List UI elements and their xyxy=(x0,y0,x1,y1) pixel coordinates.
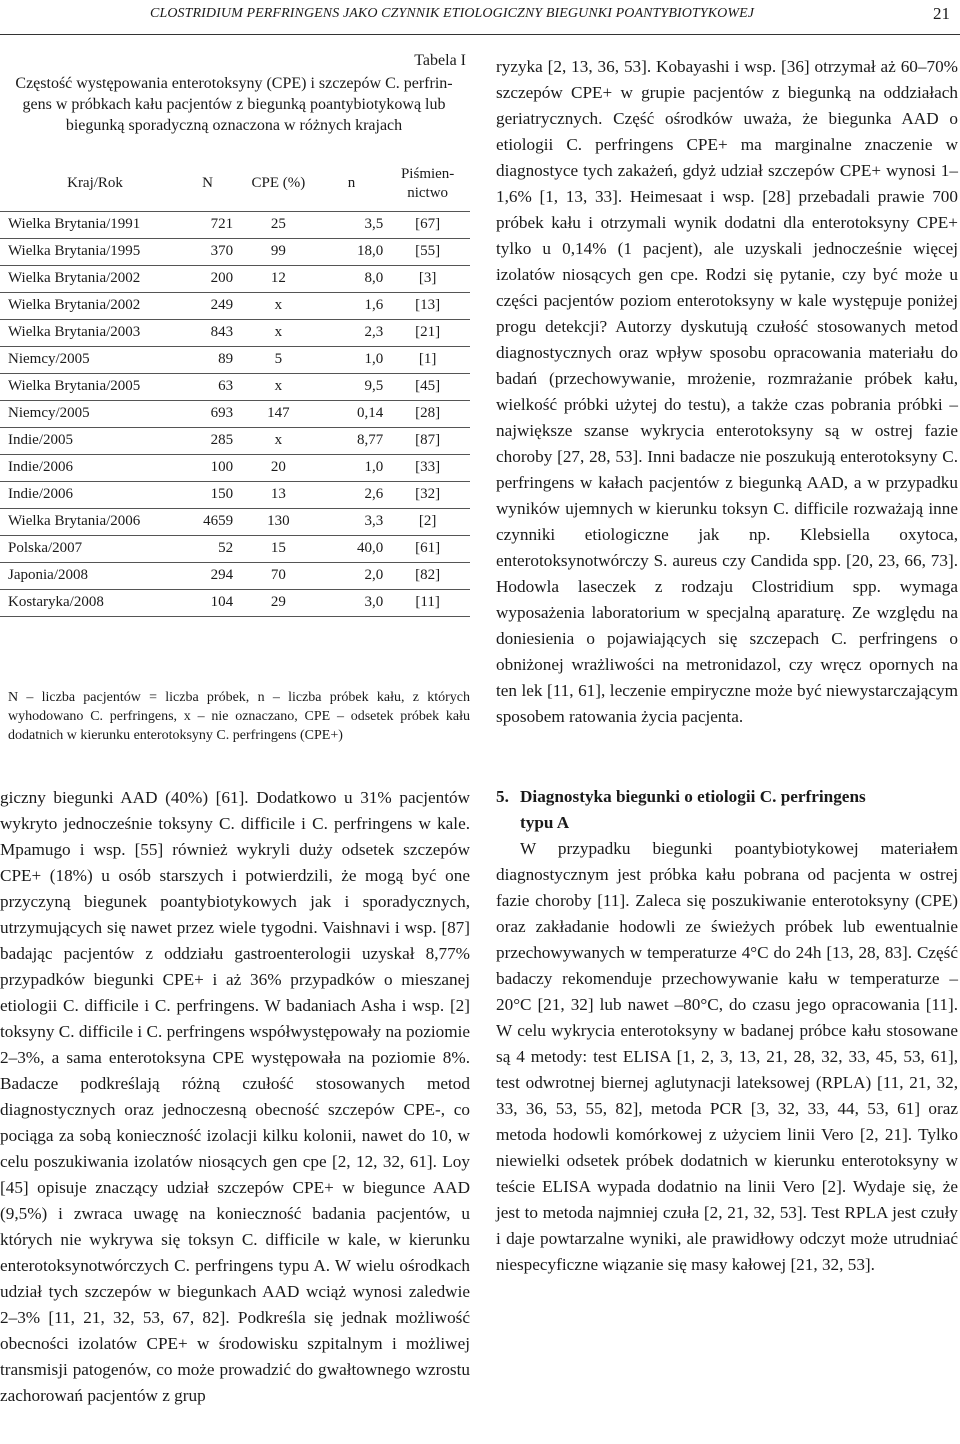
table-row xyxy=(0,481,470,508)
cell-n-small: 1,6 xyxy=(320,292,386,319)
cell-ref: [32] xyxy=(385,481,470,508)
cell-cpe: 15 xyxy=(237,535,320,562)
table-row xyxy=(0,589,470,616)
cell-cpe: x xyxy=(237,292,320,319)
cell-ref: [3] xyxy=(385,265,470,292)
cell-n-big: 285 xyxy=(182,427,237,454)
cell-n-big: 100 xyxy=(182,454,237,481)
cell-kraj: Polska/2007 xyxy=(0,535,182,562)
section-title-line1: Diagnostyka biegunki o etiologii C. perfringens xyxy=(520,787,866,806)
table-caption-line: biegunką sporadyczną oznaczona w różnych krajach xyxy=(65,117,403,134)
cell-cpe: 147 xyxy=(237,400,320,427)
cell-n-big: 63 xyxy=(182,373,237,400)
cell-cpe: 5 xyxy=(237,346,320,373)
right-paragraph-1: ryzyka [2, 13, 36, 53]. Kobayashi i wsp. [36] otrzymał aż 60–70% szczepów CPE+ w grupie pacjentów z biegunką na oddziałach geriatrycznych. Część ośrodków uważa, że biegunka AAD o etiologii C. perfringens CPE+ ma marginalne znaczenie w diagnostyce tych zakażeń, gdyż udział szczepów CPE+ wynosi 1–1,6% [1, 13, 33]. Heimesaat i wsp. [28] przebadali prawie 700 próbek kału i otrzymali wynik dodatni dla enterotoksyny CPE+ tylko u 0,14% (1 pacjent), ale uzyskali jednocześnie więcej izolatów niosących gen cpe. Rodzi się pytanie, czy być może u części pacjentów poziom enterotoksyny w kale występuje poniżej progu detekcji? Autorzy dyskutują czułość stosowanych metod diagnostycznych oraz wpływ sposobu opracowania materiału do badań (przechowywanie, mrożenie, rozmrażanie próbek kału, wielkość próbki użytej do testu), a także czas pobrania próbki – największe szanse wykrycia enterotoksyny są w ostrej fazie choroby [27, 28, 53]. Inni badacze nie poszukują enterotoksyny C. perfringens w kałach pacjentów z biegunką AAD, a w przypadku wyników ujemnych w kierunku toksyn C. difficile rozważają inne czynniki etiologiczne jak np. Klebsiella oxytoca, enterotoksynotwórczy S. aureus czy Candida spp. [20, 23, 66, 73]. Hodowla laseczek z rodzaju Clostridium spp. wymaga wyposażenia laboratorium w specjalną aparaturę. Ze względu na doniesienia o pojawiających się szczepach C. perfringens o obniżonej wrażliwości na metronidazol, czy wręcz opornych na ten lek [11, 61], leczenie empiryczne może być niewystarczającym sposobem ratowania życia pacjenta. xyxy=(496,57,958,726)
table-row xyxy=(0,454,470,481)
table-body xyxy=(0,211,470,616)
cell-ref: [21] xyxy=(385,319,470,346)
header-ref-line: Piśmien- xyxy=(400,165,455,182)
cell-n-small: 40,0 xyxy=(320,535,386,562)
cell-n-small: 3,3 xyxy=(320,508,386,535)
cell-ref: [33] xyxy=(385,454,470,481)
running-head xyxy=(0,6,960,28)
table-row xyxy=(0,211,470,238)
left-body-text: giczny biegunki AAD (40%) [61]. Dodatkowo u 31% pacjentów wykryto jednocześnie toksyny C. difficile i C. perfringens w kale. Mpamugo i wsp. [55] również wykryli duży odsetek szczepów CPE+ (18%) u osób starszych i potwierdzili, że mogą być one przyczyną biegunek poantybiotykowych jak i sporadycznych, utrzymujących się nawet przez wiele tygodni. Vaishnavi i wsp. [87] badając pacjentów z oddziału gastroenterologii uzyskał 8,77% przypadków biegunki CPE+ i aż 36% przypadków o mieszanej etiologii C. difficile i C. perfringens. W badaniach Asha i wsp. [2] toksyny C. difficile i C. perfringens współwystępowały na poziomie 2–3%, a sama enterotoksyna CPE występowała na poziomie 8%. Badacze podkreślają różną czułość stosowanych metod diagnostycznych oraz jednoczesną obecność szczepów CPE-, co pociąga za sobą konieczność izolacji kilku kolonii, nawet do 10, w celu poszukiwania izolatów niosących gen cpe [2, 12, 32, 61]. Loy [45] opisuje znaczący udział szczepów CPE+ w biegunce AAD (9,5%) i zwraca uwagę na konieczność badania pacjentów, u których nie wykrywa się toksyn C. difficile w kale, w kierunku enterotoksynotwórczych C. perfringens typu A. W wielu ośrodkach udział tych szczepów w biegunkach AAD wciąż wynosi zaledwie 2–3% [11, 21, 32, 53, 67, 82]. Podkreśla się jednak możliwość obecności izolatów CPE+ w środowisku szpitalnym i możliwej transmisji patogenów, co może prowadzić do gwałtownego wzrostu zachorowań pacjentów z grup xyxy=(0,788,470,1405)
cell-kraj: Indie/2005 xyxy=(0,427,182,454)
cell-n-big: 4659 xyxy=(182,508,237,535)
cell-cpe: x xyxy=(237,373,320,400)
cell-kraj: Indie/2006 xyxy=(0,454,182,481)
table-note: N – liczba pacjentów = liczba próbek, n – liczba próbek kału, z których wyhodowano C. perfringens, x – nie oznaczano, CPE – odsetek próbek kału dodatnich w kierunku enterotoksyny C. perfringens (CPE+) xyxy=(8,690,470,743)
cell-ref: [11] xyxy=(385,589,470,616)
cell-cpe: 20 xyxy=(237,454,320,481)
table-row xyxy=(0,400,470,427)
table-caption-line: Częstość występowania enterotoksyny (CPE) i szczepów C. perfrin- xyxy=(15,75,453,92)
table-row xyxy=(0,238,470,265)
cell-ref: [13] xyxy=(385,292,470,319)
cell-ref: [61] xyxy=(385,535,470,562)
cell-ref: [87] xyxy=(385,427,470,454)
cell-n-small: 2,6 xyxy=(320,481,386,508)
table-row xyxy=(0,535,470,562)
header-n-big: N xyxy=(182,157,237,211)
cell-n-small: 2,0 xyxy=(320,562,386,589)
cell-kraj: Wielka Brytania/2006 xyxy=(0,508,182,535)
cell-n-big: 294 xyxy=(182,562,237,589)
running-head-title: CLOSTRIDIUM PERFRINGENS JAKO CZYNNIK ETIOLOGICZNY BIEGUNKI POANTYBIOTYKOWEJ xyxy=(150,6,755,21)
cell-n-big: 693 xyxy=(182,400,237,427)
cell-cpe: x xyxy=(237,319,320,346)
cell-n-big: 104 xyxy=(182,589,237,616)
section-title-line2: typu A xyxy=(520,813,570,832)
section-heading xyxy=(496,784,958,836)
table-caption-line: gens w próbkach kału pacjentów z biegunką poantybiotykową lub xyxy=(22,96,446,113)
page-number: 21 xyxy=(933,4,950,23)
header-kraj: Kraj/Rok xyxy=(0,157,182,211)
cell-kraj: Wielka Brytania/2002 xyxy=(0,292,182,319)
cell-cpe: 70 xyxy=(237,562,320,589)
table-row xyxy=(0,562,470,589)
cell-n-big: 370 xyxy=(182,238,237,265)
cell-kraj: Wielka Brytania/1991 xyxy=(0,211,182,238)
cell-ref: [28] xyxy=(385,400,470,427)
cell-n-big: 89 xyxy=(182,346,237,373)
cell-ref: [1] xyxy=(385,346,470,373)
cell-n-big: 150 xyxy=(182,481,237,508)
cell-cpe: 99 xyxy=(237,238,320,265)
cell-n-small: 3,5 xyxy=(320,211,386,238)
table-row xyxy=(0,265,470,292)
cell-n-small: 1,0 xyxy=(320,346,386,373)
cell-n-big: 249 xyxy=(182,292,237,319)
cell-kraj: Wielka Brytania/2003 xyxy=(0,319,182,346)
cell-n-big: 200 xyxy=(182,265,237,292)
header-ref xyxy=(385,157,470,211)
cell-n-small: 8,0 xyxy=(320,265,386,292)
header-n-small: n xyxy=(320,157,386,211)
cell-n-big: 52 xyxy=(182,535,237,562)
right-column xyxy=(496,54,958,1278)
cell-ref: [82] xyxy=(385,562,470,589)
table-row xyxy=(0,292,470,319)
cell-ref: [55] xyxy=(385,238,470,265)
table-header-row xyxy=(0,157,470,211)
cell-kraj: Wielka Brytania/2002 xyxy=(0,265,182,292)
cell-cpe: 29 xyxy=(237,589,320,616)
header-cpe: CPE (%) xyxy=(237,157,320,211)
cell-n-small: 1,0 xyxy=(320,454,386,481)
cell-kraj: Kostaryka/2008 xyxy=(0,589,182,616)
cell-n-small: 8,77 xyxy=(320,427,386,454)
table-caption xyxy=(0,73,468,136)
cell-ref: [2] xyxy=(385,508,470,535)
cell-n-small: 2,3 xyxy=(320,319,386,346)
cell-cpe: 13 xyxy=(237,481,320,508)
header-ref-line: nictwo xyxy=(407,184,449,201)
cell-n-small: 18,0 xyxy=(320,238,386,265)
cell-kraj: Japonia/2008 xyxy=(0,562,182,589)
cell-kraj: Niemcy/2005 xyxy=(0,346,182,373)
section-number: 5. xyxy=(496,787,509,806)
cell-n-small: 0,14 xyxy=(320,400,386,427)
table-row xyxy=(0,346,470,373)
cell-n-small: 9,5 xyxy=(320,373,386,400)
cell-n-big: 843 xyxy=(182,319,237,346)
data-table xyxy=(0,157,470,617)
cell-ref: [45] xyxy=(385,373,470,400)
cell-kraj: Indie/2006 xyxy=(0,481,182,508)
right-paragraph-2: W przypadku biegunki poantybiotykowej materiałem diagnostycznym jest próbka kału pobrana od pacjenta w ostrej fazie choroby [11]. Zaleca się poszukiwanie enterotoksyny (CPE) oraz zakładanie hodowli ze świeżych próbek lub ewentualnie przechowywanych w temperaturze 4°C do 24h [13, 28, 83]. Część badaczy rekomenduje przechowywanie kału w temperaturze –20°C [21, 32] lub nawet –80°C, do czasu jego opracowania [11]. W celu wykrycia enterotoksyny w badanej próbce kału stosowane są 4 metody: test ELISA [1, 2, 3, 13, 21, 28, 32, 33, 45, 53, 61], test odwrotnej biernej aglutynacji lateksowej (RPLA) [11, 21, 32, 33, 36, 53, 55, 82], metoda PCR [3, 32, 33, 44, 53, 61] oraz metoda hodowli komórkowej z użyciem linii Vero [2, 21]. Tylko niewielki odsetek próbek dodatnich w kierunku enterotoksyny w teście ELISA wypada dodatnio na linii Vero [2]. Wydaje się, że jest to metoda najmniej czuła [2, 21, 32, 53]. Test RPLA jest czuły i daje powtarzalne wyniki, ale prawidłowy odczyt może utrudniać niespecyficzne wiązanie się masy kałowej [21, 32, 53]. xyxy=(496,839,958,1274)
cell-kraj: Niemcy/2005 xyxy=(0,400,182,427)
table-label: Tabela I xyxy=(414,52,466,69)
cell-kraj: Wielka Brytania/1995 xyxy=(0,238,182,265)
table-row xyxy=(0,319,470,346)
cell-cpe: x xyxy=(237,427,320,454)
header-rule xyxy=(0,34,960,35)
table-row xyxy=(0,427,470,454)
cell-cpe: 130 xyxy=(237,508,320,535)
cell-kraj: Wielka Brytania/2005 xyxy=(0,373,182,400)
cell-n-big: 721 xyxy=(182,211,237,238)
cell-cpe: 12 xyxy=(237,265,320,292)
cell-cpe: 25 xyxy=(237,211,320,238)
table-row xyxy=(0,373,470,400)
table-row xyxy=(0,508,470,535)
cell-ref: [67] xyxy=(385,211,470,238)
cell-n-small: 3,0 xyxy=(320,589,386,616)
